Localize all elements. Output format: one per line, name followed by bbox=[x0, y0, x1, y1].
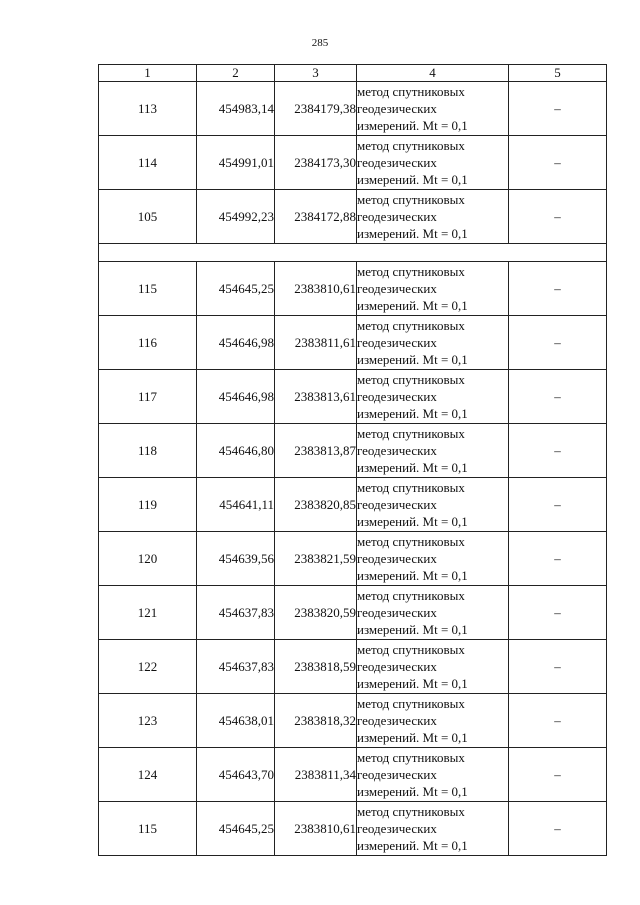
x-coordinate-cell: 454641,11 bbox=[197, 478, 275, 532]
column-header-1: 1 bbox=[99, 65, 197, 82]
point-cell: 120 bbox=[99, 532, 197, 586]
note-cell: – bbox=[509, 802, 607, 856]
table-row bbox=[99, 316, 607, 370]
column-header-5: 5 bbox=[509, 65, 607, 82]
y-coordinate-cell: 2383813,87 bbox=[275, 424, 357, 478]
method-cell bbox=[357, 424, 509, 478]
x-coordinate-cell: 454991,01 bbox=[197, 136, 275, 190]
note-cell: – bbox=[509, 262, 607, 316]
method-cell bbox=[357, 478, 509, 532]
x-coordinate-cell: 454639,56 bbox=[197, 532, 275, 586]
method-text-line: метод спутниковых bbox=[357, 192, 465, 207]
method-text-line: измерений. Mt = 0,1 bbox=[357, 226, 468, 241]
x-coordinate-cell: 454983,14 bbox=[197, 82, 275, 136]
method-text-line: геодезических bbox=[357, 497, 437, 512]
y-coordinate-cell: 2383813,61 bbox=[275, 370, 357, 424]
method-text-line: геодезических bbox=[357, 209, 437, 224]
y-coordinate-cell: 2383820,85 bbox=[275, 478, 357, 532]
y-coordinate-cell: 2384172,88 bbox=[275, 190, 357, 244]
page-number: 285 bbox=[311, 37, 329, 49]
point-cell: 105 bbox=[99, 190, 197, 244]
method-text-line: метод спутниковых bbox=[357, 534, 465, 549]
method-cell bbox=[357, 262, 509, 316]
x-coordinate-cell: 454643,70 bbox=[197, 748, 275, 802]
column-header-2: 2 bbox=[197, 65, 275, 82]
y-coordinate-cell: 2383818,59 bbox=[275, 640, 357, 694]
point-cell: 117 bbox=[99, 370, 197, 424]
point-cell: 113 bbox=[99, 82, 197, 136]
note-cell: – bbox=[509, 586, 607, 640]
y-coordinate-cell: 2383821,59 bbox=[275, 532, 357, 586]
method-text-line: геодезических bbox=[357, 443, 437, 458]
method-text-line: геодезических bbox=[357, 389, 437, 404]
method-text-line: геодезических bbox=[357, 659, 437, 674]
method-text-line: геодезических bbox=[357, 551, 437, 566]
point-cell: 123 bbox=[99, 694, 197, 748]
y-coordinate-cell: 2384173,30 bbox=[275, 136, 357, 190]
point-cell: 114 bbox=[99, 136, 197, 190]
table-row bbox=[99, 136, 607, 190]
y-coordinate-cell: 2383810,61 bbox=[275, 262, 357, 316]
method-cell bbox=[357, 748, 509, 802]
table-row bbox=[99, 424, 607, 478]
point-cell: 116 bbox=[99, 316, 197, 370]
note-cell: – bbox=[509, 532, 607, 586]
x-coordinate-cell: 454645,25 bbox=[197, 262, 275, 316]
separator-cell bbox=[99, 244, 607, 262]
method-text-line: метод спутниковых bbox=[357, 804, 465, 819]
y-coordinate-cell: 2383811,61 bbox=[275, 316, 357, 370]
method-text-line: измерений. Mt = 0,1 bbox=[357, 298, 468, 313]
table-row bbox=[99, 532, 607, 586]
method-cell bbox=[357, 694, 509, 748]
point-cell: 122 bbox=[99, 640, 197, 694]
method-text-line: метод спутниковых bbox=[357, 588, 465, 603]
point-cell: 124 bbox=[99, 748, 197, 802]
note-cell: – bbox=[509, 190, 607, 244]
method-text-line: измерений. Mt = 0,1 bbox=[357, 514, 468, 529]
method-text-line: измерений. Mt = 0,1 bbox=[357, 568, 468, 583]
separator-row bbox=[99, 244, 607, 262]
method-text-line: геодезических bbox=[357, 155, 437, 170]
method-text-line: метод спутниковых bbox=[357, 372, 465, 387]
x-coordinate-cell: 454646,80 bbox=[197, 424, 275, 478]
y-coordinate-cell: 2383818,32 bbox=[275, 694, 357, 748]
method-text-line: геодезических bbox=[357, 767, 437, 782]
table-row bbox=[99, 802, 607, 856]
method-text-line: метод спутниковых bbox=[357, 84, 465, 99]
x-coordinate-cell: 454646,98 bbox=[197, 370, 275, 424]
method-text-line: метод спутниковых bbox=[357, 318, 465, 333]
table-row bbox=[99, 262, 607, 316]
method-cell bbox=[357, 532, 509, 586]
note-cell: – bbox=[509, 478, 607, 532]
column-header-3: 3 bbox=[275, 65, 357, 82]
method-text-line: геодезических bbox=[357, 281, 437, 296]
note-cell: – bbox=[509, 82, 607, 136]
table-row bbox=[99, 694, 607, 748]
method-text-line: измерений. Mt = 0,1 bbox=[357, 352, 468, 367]
coordinates-table bbox=[98, 64, 607, 856]
method-text-line: метод спутниковых bbox=[357, 642, 465, 657]
x-coordinate-cell: 454645,25 bbox=[197, 802, 275, 856]
method-text-line: измерений. Mt = 0,1 bbox=[357, 172, 468, 187]
method-text-line: метод спутниковых bbox=[357, 264, 465, 279]
y-coordinate-cell: 2384179,38 bbox=[275, 82, 357, 136]
method-cell bbox=[357, 316, 509, 370]
table-row bbox=[99, 370, 607, 424]
method-cell bbox=[357, 190, 509, 244]
note-cell: – bbox=[509, 136, 607, 190]
table-header bbox=[99, 65, 607, 82]
x-coordinate-cell: 454638,01 bbox=[197, 694, 275, 748]
method-cell bbox=[357, 136, 509, 190]
x-coordinate-cell: 454646,98 bbox=[197, 316, 275, 370]
note-cell: – bbox=[509, 424, 607, 478]
note-cell: – bbox=[509, 370, 607, 424]
method-text-line: измерений. Mt = 0,1 bbox=[357, 838, 468, 853]
point-cell: 115 bbox=[99, 262, 197, 316]
point-cell: 121 bbox=[99, 586, 197, 640]
table-row bbox=[99, 586, 607, 640]
point-cell: 119 bbox=[99, 478, 197, 532]
method-text-line: измерений. Mt = 0,1 bbox=[357, 730, 468, 745]
y-coordinate-cell: 2383810,61 bbox=[275, 802, 357, 856]
table-row bbox=[99, 478, 607, 532]
table-row bbox=[99, 82, 607, 136]
method-cell bbox=[357, 640, 509, 694]
point-cell: 115 bbox=[99, 802, 197, 856]
method-text-line: метод спутниковых bbox=[357, 750, 465, 765]
table-row bbox=[99, 190, 607, 244]
x-coordinate-cell: 454637,83 bbox=[197, 640, 275, 694]
method-text-line: измерений. Mt = 0,1 bbox=[357, 622, 468, 637]
column-header-4: 4 bbox=[357, 65, 509, 82]
method-text-line: измерений. Mt = 0,1 bbox=[357, 118, 468, 133]
note-cell: – bbox=[509, 748, 607, 802]
method-text-line: измерений. Mt = 0,1 bbox=[357, 460, 468, 475]
point-cell: 118 bbox=[99, 424, 197, 478]
method-text-line: измерений. Mt = 0,1 bbox=[357, 676, 468, 691]
method-cell bbox=[357, 586, 509, 640]
note-cell: – bbox=[509, 316, 607, 370]
method-text-line: геодезических bbox=[357, 605, 437, 620]
method-cell bbox=[357, 802, 509, 856]
table-body bbox=[99, 82, 607, 856]
method-text-line: измерений. Mt = 0,1 bbox=[357, 406, 468, 421]
x-coordinate-cell: 454637,83 bbox=[197, 586, 275, 640]
y-coordinate-cell: 2383820,59 bbox=[275, 586, 357, 640]
table-row bbox=[99, 748, 607, 802]
method-text-line: метод спутниковых bbox=[357, 138, 465, 153]
method-cell bbox=[357, 370, 509, 424]
method-text-line: геодезических bbox=[357, 821, 437, 836]
method-text-line: метод спутниковых bbox=[357, 696, 465, 711]
note-cell: – bbox=[509, 694, 607, 748]
method-text-line: геодезических bbox=[357, 713, 437, 728]
x-coordinate-cell: 454992,23 bbox=[197, 190, 275, 244]
method-text-line: геодезических bbox=[357, 101, 437, 116]
y-coordinate-cell: 2383811,34 bbox=[275, 748, 357, 802]
method-cell bbox=[357, 82, 509, 136]
table-row bbox=[99, 640, 607, 694]
method-text-line: геодезических bbox=[357, 335, 437, 350]
method-text-line: метод спутниковых bbox=[357, 426, 465, 441]
method-text-line: измерений. Mt = 0,1 bbox=[357, 784, 468, 799]
method-text-line: метод спутниковых bbox=[357, 480, 465, 495]
note-cell: – bbox=[509, 640, 607, 694]
